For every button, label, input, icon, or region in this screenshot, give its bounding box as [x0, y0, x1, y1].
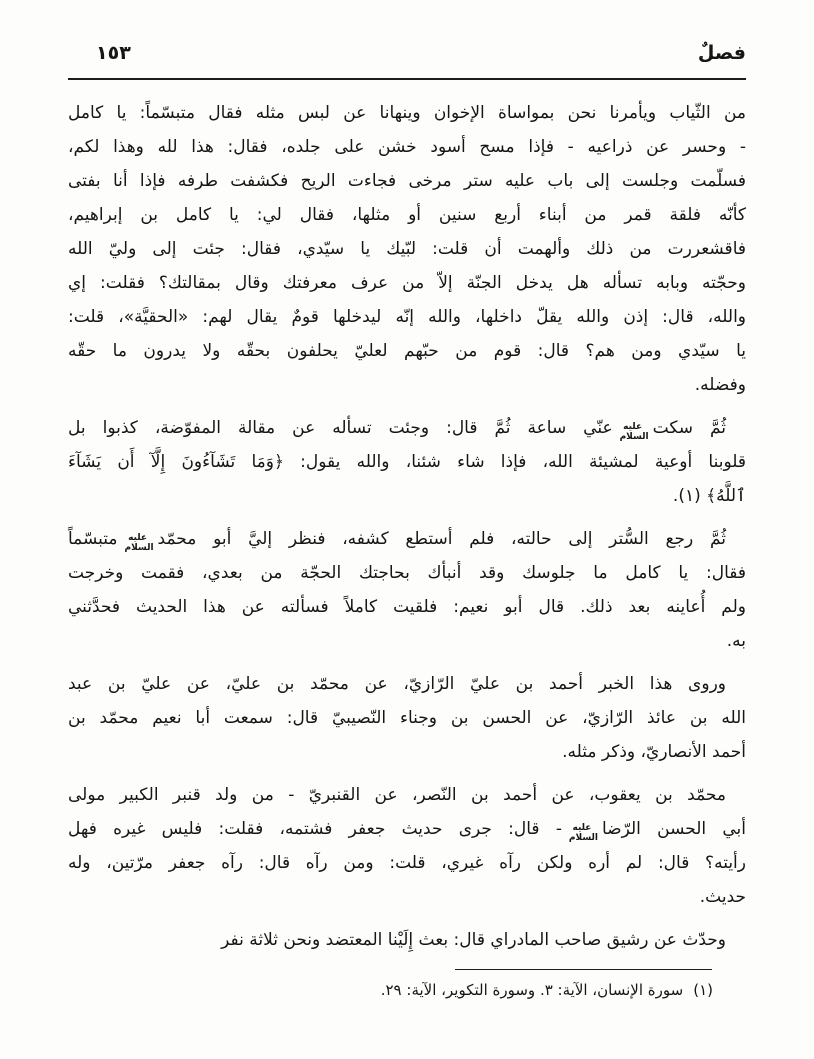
page-number: ١٥٣ — [96, 42, 131, 64]
honorific-alayhi-salam: عليه السلام — [619, 422, 649, 442]
text-segment: أبي الحسن الرّضا — [601, 819, 746, 839]
paragraph — [68, 667, 746, 769]
section-title: فصلٌ — [697, 42, 746, 64]
text-line: والله، قال: إذن والله يقلّ داخلها، والله إنّه ليدخلها قومٌ يقال لهم: «الحقيَّة»، قلت: — [68, 307, 746, 327]
honorific-alayhi-salam: عليه السلام — [568, 823, 598, 843]
text-line: كأنّه فلقة قمر من أبناء أربع سنين أو مثلها، فقال لي: يا كامل بن إبراهيم، — [68, 205, 746, 225]
text-line — [68, 522, 746, 556]
text-line: فسلّمت وجلست إلى باب عليه ستر مرخى فجاءت الريح فكشفت طرفه فإذا أنا بفتى — [68, 171, 746, 191]
text-line: حديث. — [699, 887, 746, 907]
text-line: به. — [726, 631, 746, 651]
footnote-line — [68, 978, 746, 1002]
paragraph — [68, 411, 746, 513]
text-line — [68, 812, 746, 846]
text-line: وحجّته وبابه تسأله هل يدخل الجنّة إلاّ من عرف معرفتك وقال بمقالتك؟ فقلت: إي — [68, 273, 746, 293]
quran-verse-end-line: ٱللَّهُ﴾ (١). — [672, 486, 746, 506]
text-segment: عنّي ساعة ثُمَّ قال: وجئت تسأله عن مقالة المفوّضة، كذبوا بل — [68, 418, 613, 438]
text-line: وحدّث عن رشيق صاحب المادراي قال: بعث إِلَيْنا المعتضد ونحن ثلاثة نفر — [221, 930, 726, 950]
paragraph — [68, 522, 746, 658]
text-line — [68, 411, 746, 445]
text-line: - وحسر عن ذراعيه - فإذا مسح أسود خشن على جلده، فقال: هذا لله وهذا لكم، — [68, 137, 746, 157]
text-line: فقال: يا كامل ما جلوسك وقد أنبأك بحاجتك الحجّة من بعدي، فقمت وخرجت — [68, 563, 746, 583]
text-line: الله بن عائذ الرّازيّ، عن الحسن بن وجناء النّصيبيّ قال: سمعت أبا نعيم محمّد بن — [68, 708, 746, 728]
text-line: قلوبنا أوعية لمشيئة الله، فإذا شاء شئنا، والله يقول: ﴿وَمَا تَشَآءُونَ إِلَّآ أَن يَشَآءَ — [68, 452, 746, 472]
paragraph — [68, 778, 746, 914]
footnote-marker: (١) — [693, 981, 713, 999]
text-line: رأيته؟ قال: لم أره ولكن رآه غيري، قلت: ومن رآه قال: رآه جعفر مرّتين، وله — [68, 853, 746, 873]
paragraph — [68, 96, 746, 402]
text-line: أحمد الأنصاريّ، وذكر مثله. — [562, 742, 746, 762]
footnote-area — [68, 969, 746, 1002]
paragraph — [68, 923, 746, 957]
footnote-text: سورة الإنسان، الآية: ٣. وسورة التكوير، الآية: ٢٩. — [380, 981, 684, 999]
text-line: وفضله. — [694, 375, 746, 395]
body-text — [68, 96, 746, 957]
text-line: ولم أُعاينه بعد ذلك. قال أبو نعيم: فلقيت كاملاً فسألته عن هذا الحديث فحدَّثني — [68, 597, 746, 617]
footnote-divider — [455, 969, 712, 970]
text-segment: - قال: جرى حديث جعفر فشتمه، فقلت: فليس غيره فهل — [68, 819, 562, 839]
text-segment: ثُمَّ سكت — [652, 418, 727, 438]
page-header — [68, 34, 746, 64]
text-segment: ثُمَّ رجع السُّتر إلى حالته، فلم أستطع كشفه، فنظر إليَّ أبو محمّد — [157, 529, 726, 549]
text-line: من الثّياب ويأمرنا نحن بمواساة الإخوان وينهانا عن لبس مثله فقال متبسّماً: يا كامل — [68, 103, 746, 123]
honorific-alayhi-salam: عليه السلام — [124, 533, 154, 553]
text-segment: متبسّماً — [68, 529, 118, 549]
header-divider — [68, 78, 746, 80]
text-line: يا سيّدي ومن هم؟ قال: قوم من حبّهم لعليّ يحلفون بحقّه ولا يدرون ما حقّه — [68, 341, 746, 361]
text-line: وروى هذا الخبر أحمد بن عليّ الرّازيّ، عن محمّد بن عليّ، عن عليّ بن عبد — [68, 674, 726, 694]
text-line: محمّد بن يعقوب، عن أحمد بن النّصر، عن القنبريّ - من ولد قنبر الكبير مولى — [68, 785, 726, 805]
text-line: فاقشعررت من ذلك وألهمت أن قلت: لبّيك يا سيّدي، فقال: جئت إلى وليّ الله — [68, 239, 746, 259]
